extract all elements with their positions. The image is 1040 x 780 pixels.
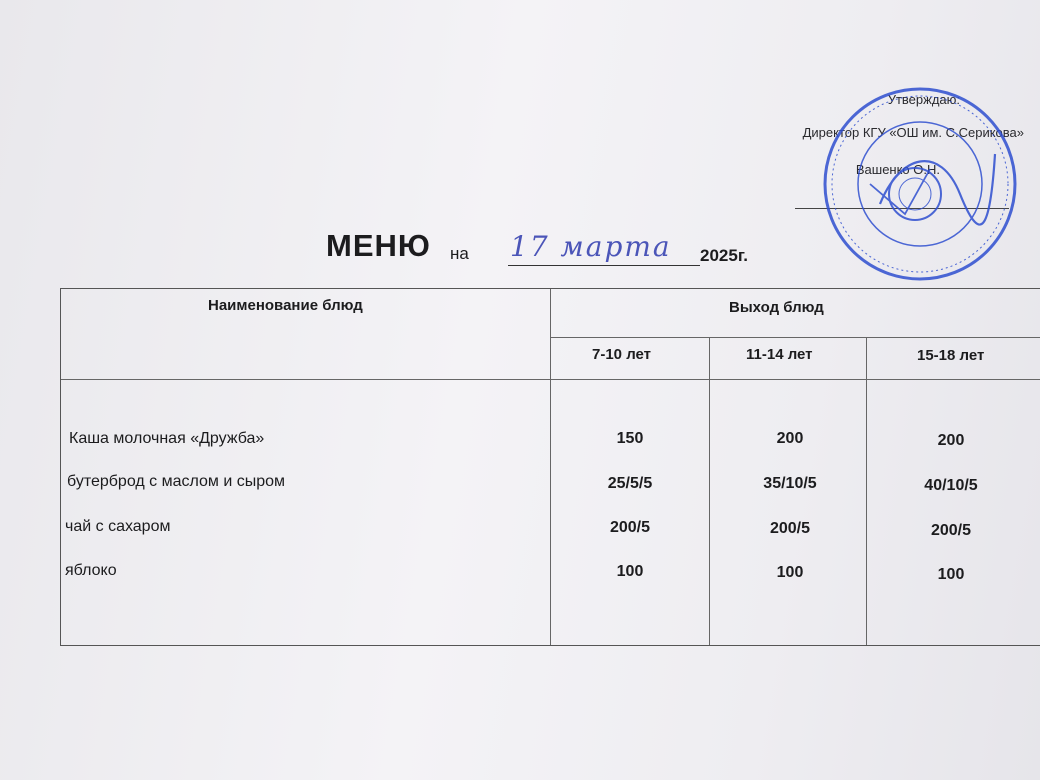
- menu-table: [60, 288, 1040, 646]
- date-underline: [508, 265, 700, 266]
- dish-name: яблоко: [65, 562, 117, 579]
- header-age-group: 11-14 лет: [746, 346, 813, 363]
- dish-name: бутерброд с маслом и сыром: [67, 473, 286, 490]
- date-handwritten: 17 марта: [510, 230, 672, 263]
- header-divider: [550, 337, 1040, 338]
- header-age-group: 7-10 лет: [592, 346, 652, 363]
- portion-value: 200/5: [930, 522, 972, 539]
- year-label: 2025г.: [700, 246, 748, 265]
- approval-director: Директор КГУ «ОШ им. С.Серикова»: [802, 125, 1024, 140]
- portion-value: 100: [776, 564, 804, 581]
- approval-name: Вашенко О.Н.: [855, 162, 940, 177]
- title-preposition: на: [450, 244, 469, 263]
- portion-value: 40/10/5: [924, 477, 978, 494]
- portion-value: 150: [616, 430, 644, 447]
- dish-name: чай с сахаром: [65, 518, 171, 535]
- portion-value: 200: [776, 430, 804, 447]
- header-bottom: [61, 379, 1040, 380]
- portion-value: 200/5: [769, 520, 811, 537]
- portion-value: 100: [616, 563, 644, 580]
- page-title: МЕНЮ: [326, 228, 431, 263]
- portion-value: 200: [937, 432, 965, 449]
- header-output: Выход блюд: [729, 299, 824, 316]
- official-stamp: [820, 84, 1020, 284]
- portion-value: 35/10/5: [763, 475, 817, 492]
- dish-name: Каша молочная «Дружба»: [69, 430, 265, 447]
- col-divider: [550, 289, 551, 645]
- portion-value: 25/5/5: [607, 475, 653, 492]
- portion-value: 200/5: [609, 519, 651, 536]
- header-dish-name: Наименование блюд: [208, 297, 363, 314]
- approval-title: Утверждаю:: [887, 92, 960, 107]
- header-age-group: 15-18 лет: [917, 347, 985, 364]
- portion-value: 100: [937, 566, 965, 583]
